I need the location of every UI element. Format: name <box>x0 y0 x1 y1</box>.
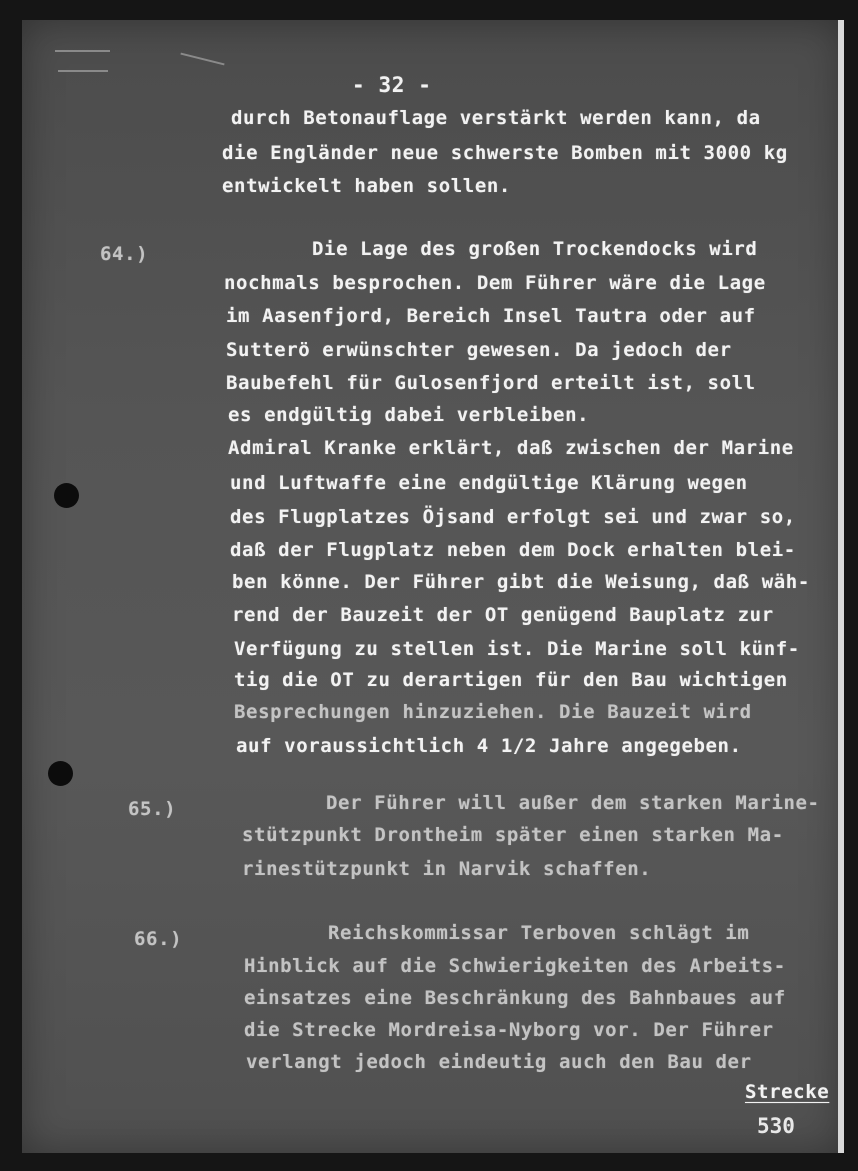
text-line: Die Lage des großen Trockendocks wird <box>312 238 758 260</box>
text-line: rend der Bauzeit der OT genügend Bauplatz zur <box>232 604 774 626</box>
text-line: Sutterö erwünschter gewesen. Da jedoch der <box>226 339 732 361</box>
text-line: stützpunkt Drontheim später einen starken Ma- <box>242 824 784 846</box>
paragraph-number: 66.) <box>134 928 183 950</box>
text-line: einsatzes eine Beschränkung des Bahnbaues auf <box>244 987 786 1009</box>
text-line: tig die OT zu derartigen für den Bau wichtigen <box>234 669 788 691</box>
text-line: nochmals besprochen. Dem Führer wäre die Lage <box>224 272 766 294</box>
text-line: auf voraussichtlich 4 1/2 Jahre angegeben. <box>236 735 742 757</box>
paragraph-number: 65.) <box>128 798 177 820</box>
catchword: Strecke <box>745 1081 830 1103</box>
text-line: rinestützpunkt in Narvik schaffen. <box>242 858 652 880</box>
text-line: es endgültig dabei verbleiben. <box>228 404 590 426</box>
text-line: durch Betonauflage verstärkt werden kann, da <box>231 107 761 129</box>
page-number: - 32 - <box>352 73 432 97</box>
punch-hole <box>54 483 79 508</box>
archive-number: 530 <box>757 1114 795 1138</box>
text-line: im Aasenfjord, Bereich Insel Tautra oder auf <box>226 305 756 327</box>
punch-hole <box>48 761 73 786</box>
text-line: Der Führer will außer dem starken Marine- <box>326 792 820 814</box>
page-edge <box>838 20 844 1153</box>
text-line: die Strecke Mordreisa-Nyborg vor. Der Führer <box>244 1019 774 1041</box>
text-line: des Flugplatzes Öjsand erfolgt sei und zwar so, <box>230 506 796 528</box>
corner-mark <box>55 50 110 52</box>
text-line: verlangt jedoch eindeutig auch den Bau der <box>246 1051 752 1073</box>
corner-mark <box>58 70 108 72</box>
paragraph-number: 64.) <box>100 243 149 265</box>
text-line: Baubefehl für Gulosenfjord erteilt ist, soll <box>226 372 756 394</box>
text-line: Hinblick auf die Schwierigkeiten des Arbeits- <box>244 955 786 977</box>
text-line: Besprechungen hinzuziehen. Die Bauzeit wird <box>234 701 752 723</box>
text-line: und Luftwaffe eine endgültige Klärung wegen <box>230 472 748 494</box>
text-line: Reichskommissar Terboven schlägt im <box>328 922 750 944</box>
text-line: Admiral Kranke erklärt, daß zwischen der Marine <box>228 437 794 459</box>
text-line: ben könne. Der Führer gibt die Weisung, daß wäh- <box>232 571 810 593</box>
text-line: Verfügung zu stellen ist. Die Marine soll künf- <box>234 638 800 660</box>
text-line: die Engländer neue schwerste Bomben mit 3000 kg <box>222 142 788 164</box>
text-line: daß der Flugplatz neben dem Dock erhalten blei- <box>230 539 796 561</box>
text-line: entwickelt haben sollen. <box>222 175 511 197</box>
